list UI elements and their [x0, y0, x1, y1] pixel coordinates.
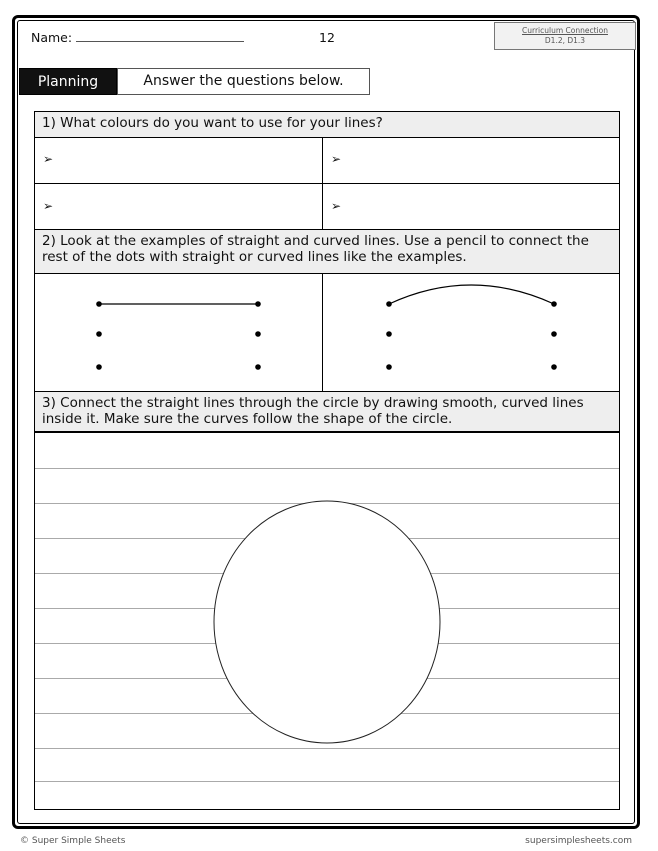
ruled-drawing-area[interactable]: [35, 433, 619, 809]
question-2-heading: 2) Look at the examples of straight and curved lines. Use a pencil to connect the rest of the dots with straight or curved lines like the examples.: [35, 229, 619, 274]
answer-bullet-3: ➢: [43, 199, 54, 213]
planning-instruction: Answer the questions below.: [117, 68, 370, 95]
curriculum-title: Curriculum Connection: [522, 26, 608, 35]
page-number: 12: [319, 30, 335, 45]
worksheet-table: [34, 111, 620, 810]
footer-website[interactable]: supersimplesheets.com: [525, 836, 632, 846]
answer-area-1[interactable]: [57, 142, 319, 180]
question-1-heading: 1) What colours do you want to use for your lines?: [35, 112, 619, 138]
dot: [255, 301, 261, 307]
straight-example: [96, 301, 261, 370]
q1-row-divider: [35, 183, 619, 184]
dot: [386, 301, 392, 307]
dot: [551, 364, 557, 370]
dot: [551, 301, 557, 307]
circle-shape: [35, 433, 619, 809]
curriculum-connection-box: [494, 22, 636, 50]
dot: [96, 331, 102, 337]
footer-copyright: © Super Simple Sheets: [20, 836, 126, 846]
answer-bullet-4: ➢: [331, 199, 342, 213]
curved-example: [386, 285, 557, 370]
dots-drawing-area[interactable]: [35, 274, 619, 391]
curved-line-example: [389, 285, 554, 304]
planning-label: Planning: [19, 68, 117, 95]
answer-area-2[interactable]: [345, 142, 615, 180]
dot: [96, 301, 102, 307]
answer-bullet-1: ➢: [43, 152, 54, 166]
answer-bullet-2: ➢: [331, 152, 342, 166]
dot: [96, 364, 102, 370]
answer-area-4[interactable]: [345, 187, 615, 225]
name-label: Name:: [31, 30, 73, 45]
question-3-heading: 3) Connect the straight lines through the circle by drawing smooth, curved lines inside it. Make sure the curves follow the shape of the circle.: [35, 391, 619, 433]
name-field[interactable]: [31, 30, 244, 45]
name-blank-line[interactable]: [76, 30, 244, 42]
dot: [386, 364, 392, 370]
dot: [255, 331, 261, 337]
answer-area-3[interactable]: [57, 187, 319, 225]
dot: [255, 364, 261, 370]
curriculum-codes: D1.2, D1.3: [544, 36, 586, 45]
dot: [551, 331, 557, 337]
dot: [386, 331, 392, 337]
